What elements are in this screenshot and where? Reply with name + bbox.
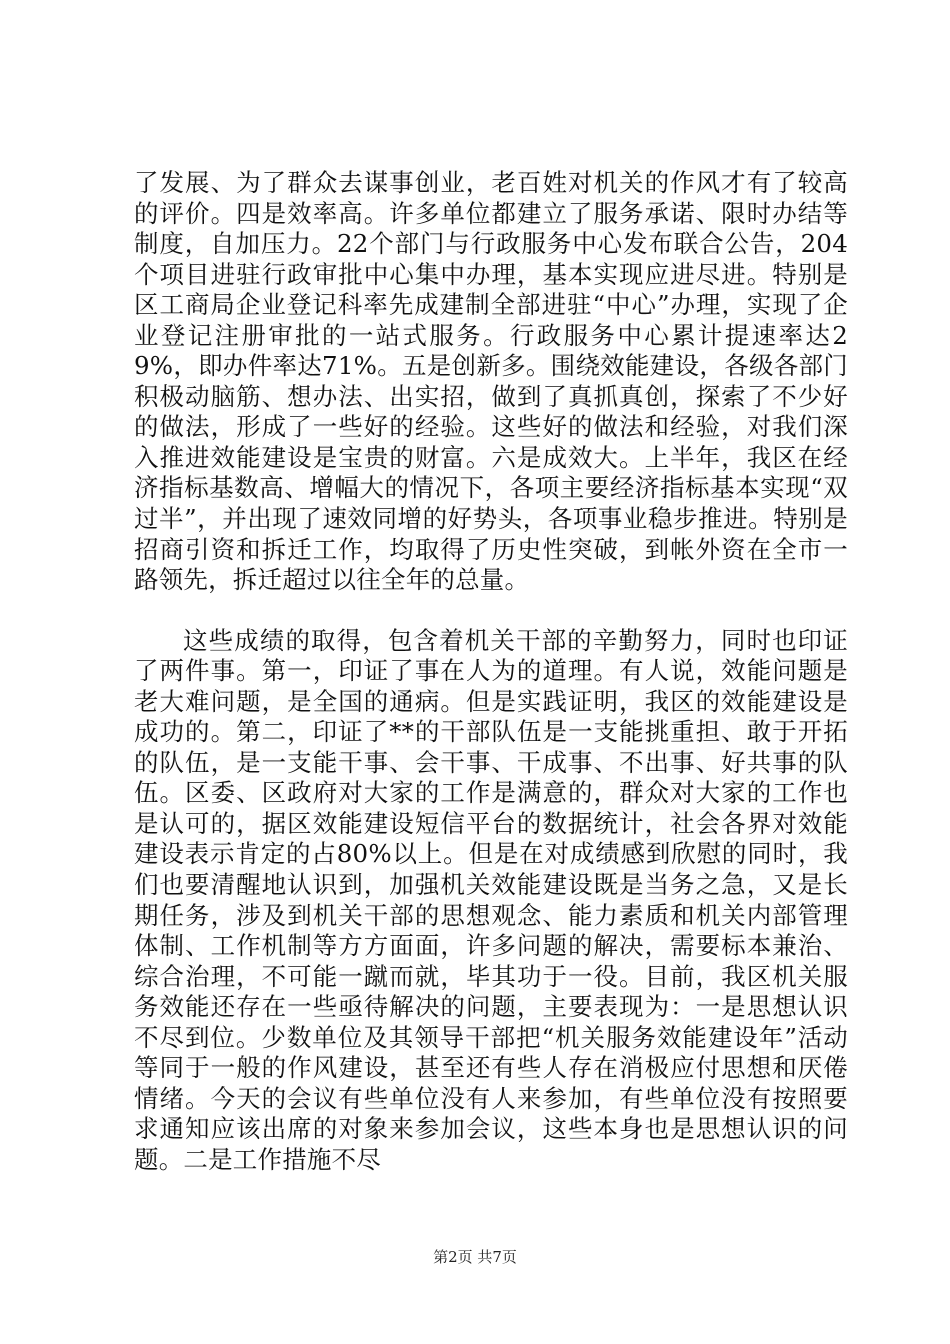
paragraph-2: 这些成绩的取得，包含着机关干部的辛勤努力，同时也印证了两件事。第一，印证了事在人为的道理。有人说，效能问题是老大难问题，是全国的通病。但是实践证明，我区的效能建设是成功的。第二，印证了**的干部队伍是一支能挑重担、敢于开拓的队伍，是一支能干事、会干事、干成事、不出事、好共事的队伍。区委、区政府对大家的工作是满意的，群众对大家的工作也是认可的，据区效能建设短信平台的数据统计，社会各界对效能建设表示肯定的占80%以上。但是在对成绩感到欣慰的同时，我们也要清醒地认识到，加强机关效能建设既是当务之急，又是长期任务，涉及到机关干部的思想观念、能力素质和机关内部管理体制、工作机制等方方面面，许多问题的解决，需要标本兼治、综合治理，不可能一蹴而就，毕其功于一役。目前，我区机关服务效能还存在一些亟待解决的问题，主要表现为：一是思想认识不尽到位。少数单位及其领导干部把“机关服务效能建设年”活动等同于一般的作风建设，甚至还有些人存在消极应付思想和厌倦情绪。今天的会议有些单位没有人来参加，有些单位没有按照要求通知应该出席的对象来参加会议，这些本身也是思想认识的问题。二是工作措施不尽 xyxy=(134,625,848,1174)
page-footer: 第2页 共7页 xyxy=(433,1248,517,1266)
paragraph-1: 了发展、为了群众去谋事创业，老百姓对机关的作风才有了较高的评价。四是效率高。许多单位都建立了服务承诺、限时办结等制度，自加压力。22个部门与行政服务中心发布联合公告，204个项目进驻行政审批中心集中办理，基本实现应进尽进。特别是区工商局企业登记科率先成建制全部进驻“中心”办理，实现了企业登记注册审批的一站式服务。行政服务中心累计提速率达29%，即办件率达71%。五是创新多。围绕效能建设，各级各部门积极动脑筋、想办法、出实招，做到了真抓真创，探索了不少好的做法，形成了一些好的经验。这些好的做法和经验，对我们深入推进效能建设是宝贵的财富。六是成效大。上半年，我区在经济指标基数高、增幅大的情况下，各项主要经济指标基本实现“双过半”，并出现了速效同增的好势头，各项事业稳步推进。特别是招商引资和拆迁工作，均取得了历史性突破，到帐外资在全市一路领先，拆迁超过以往全年的总量。 xyxy=(134,168,848,595)
document-body xyxy=(134,168,848,1176)
